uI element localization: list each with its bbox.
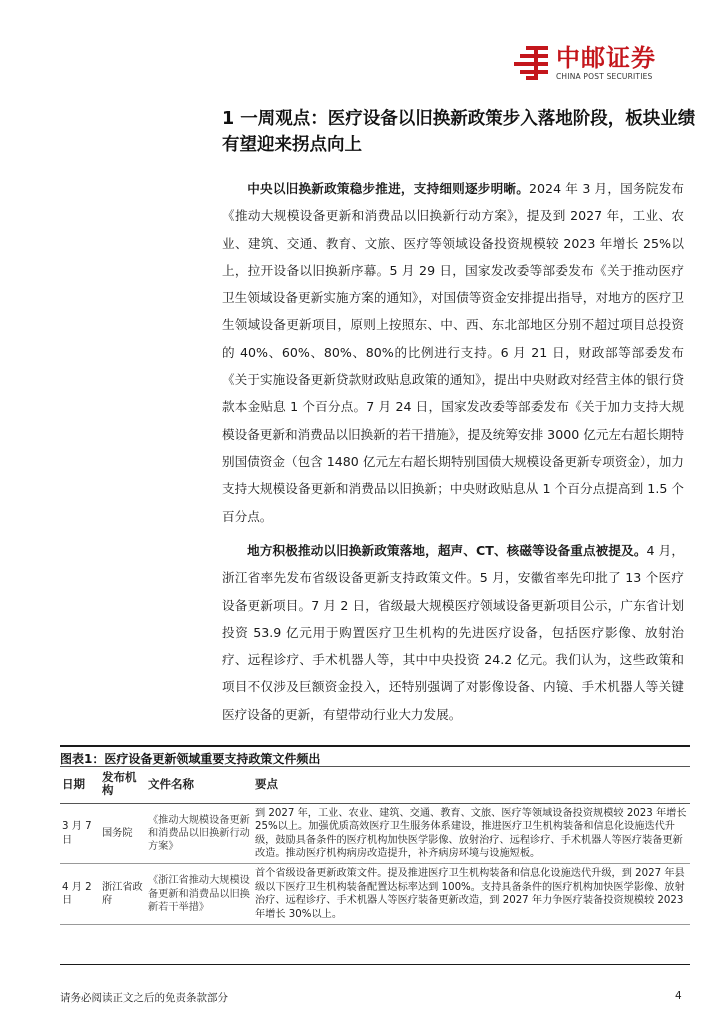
cell-points: 首个省级设备更新政策文件。提及推进医疗卫生机构装备和信息化设施迭代升级，到 2027 年县级以下医疗卫生机构装备配置达标率达到 100%。支持具备条件的医疗机构加快医学影像、放射治疗、远程诊疗、手术机器人等医疗装备更新改造，到 2027 年力争医疗装备投资规模较 2023 年增长 30%以上。 xyxy=(253,864,690,925)
company-logo xyxy=(512,44,672,84)
cell-org: 国务院 xyxy=(100,803,146,864)
figure-title: 图表1：医疗设备更新领域重要支持政策文件频出 xyxy=(60,745,690,767)
paragraph-lead: 地方积极推动以旧换新政策落地，超声、CT、核磁等设备重点被提及。 xyxy=(247,543,647,558)
figure-bottom-rule xyxy=(60,964,690,965)
cell-org: 浙江省政府 xyxy=(100,864,146,925)
column-header-date: 日期 xyxy=(60,767,100,804)
cell-doc: 《推动大规模设备更新和消费品以旧换新行动方案》 xyxy=(146,803,253,864)
table-row xyxy=(60,864,690,925)
table-header-row xyxy=(60,767,690,804)
section-title: 1 一周观点：医疗设备以旧换新政策步入落地阶段，板块业绩有望迎来拐点向上 xyxy=(222,109,696,155)
china-post-emblem-icon xyxy=(512,44,550,82)
paragraph-central-policy xyxy=(222,175,684,530)
cell-points: 到 2027 年，工业、农业、建筑、交通、教育、文旅、医疗等领域设备投资规模较 2023 年增长 25%以上。加强优质高效医疗卫生服务体系建设，推进医疗卫生机构装备和信息化设施迭代升级，鼓励具备条件的医疗机构加快医学影像、放射治疗、远程诊疗、手术机器人等医疗装备更新改造。推动医疗机构病房改造提升，补齐病房环境与设施短板。 xyxy=(253,803,690,864)
column-header-points: 要点 xyxy=(253,767,690,804)
paragraph-text: 2024 年 3 月，国务院发布《推动大规模设备更新和消费品以旧换新行动方案》，提及到 2027 年，工业、农业、建筑、交通、教育、文旅、医疗等领域设备投资规模较 2023 年增长 25%以上，拉开设备以旧换新序幕。5 月 29 日，国家发改委等部委发布《关于推动医疗卫生领域设备更新实施方案的通知》，对国债等资金安排提出指导，对地方的医疗卫生领域设备更新项目，原则上按照东、中、西、东北部地区分别不超过项目总投资的 40%、60%、80%、80%的比例进行支持。6 月 21 日，财政部等部委发布《关于实施设备更新贷款财政贴息政策的通知》，提出中央财政对经营主体的银行贷款本金贴息 1 个百分点。7 月 24 日，国家发改委等部委发布《关于加力支持大规模设备更新和消费品以旧换新的若干措施》，提及统筹安排 3000 亿元左右超长期特别国债资金（包含 1480 亿元左右超长期特别国债大规模设备更新专项资金），加力支持大规模设备更新和消费品以旧换新；中央财政贴息从 1 个百分点提高到 1.5 个百分点。 xyxy=(222,181,685,524)
page-number: 4 xyxy=(675,990,682,1002)
cell-date: 4 月 2 日 xyxy=(60,864,100,925)
logo-text-en: CHINA POST SECURITIES xyxy=(556,72,653,81)
paragraph-text: 4 月，浙江省率先发布省级设备更新支持政策文件。5 月，安徽省率先印批了 13 个医疗设备更新项目。7 月 2 日，省级最大规模医疗领域设备更新项目公示，广东省计划投资 53.9 亿元用于购置医疗卫生机构的先进医疗设备，包括医疗影像、放射治疗、远程诊疗、手术机器人等，其中中央投资 24.2 亿元。我们认为，这些政策和项目不仅涉及巨额资金投入，还特别强调了对影像设备、内镜、手术机器人等关键医疗设备的更新，有望带动行业大力发展。 xyxy=(222,543,684,722)
footer-disclaimer: 请务必阅读正文之后的免责条款部分 xyxy=(60,992,228,1004)
logo-text-cn: 中邮证券 xyxy=(556,44,656,72)
paragraph-lead: 中央以旧换新政策稳步推进，支持细则逐步明晰。 xyxy=(247,181,530,196)
paragraph-local-policy xyxy=(222,537,684,728)
column-header-doc: 文件名称 xyxy=(146,767,253,804)
column-header-org: 发布机构 xyxy=(100,767,146,804)
policy-table xyxy=(60,766,690,925)
cell-doc: 《浙江省推动大规模设备更新和消费品以旧换新若干举措》 xyxy=(146,864,253,925)
cell-date: 3 月 7 日 xyxy=(60,803,100,864)
table-row xyxy=(60,803,690,864)
